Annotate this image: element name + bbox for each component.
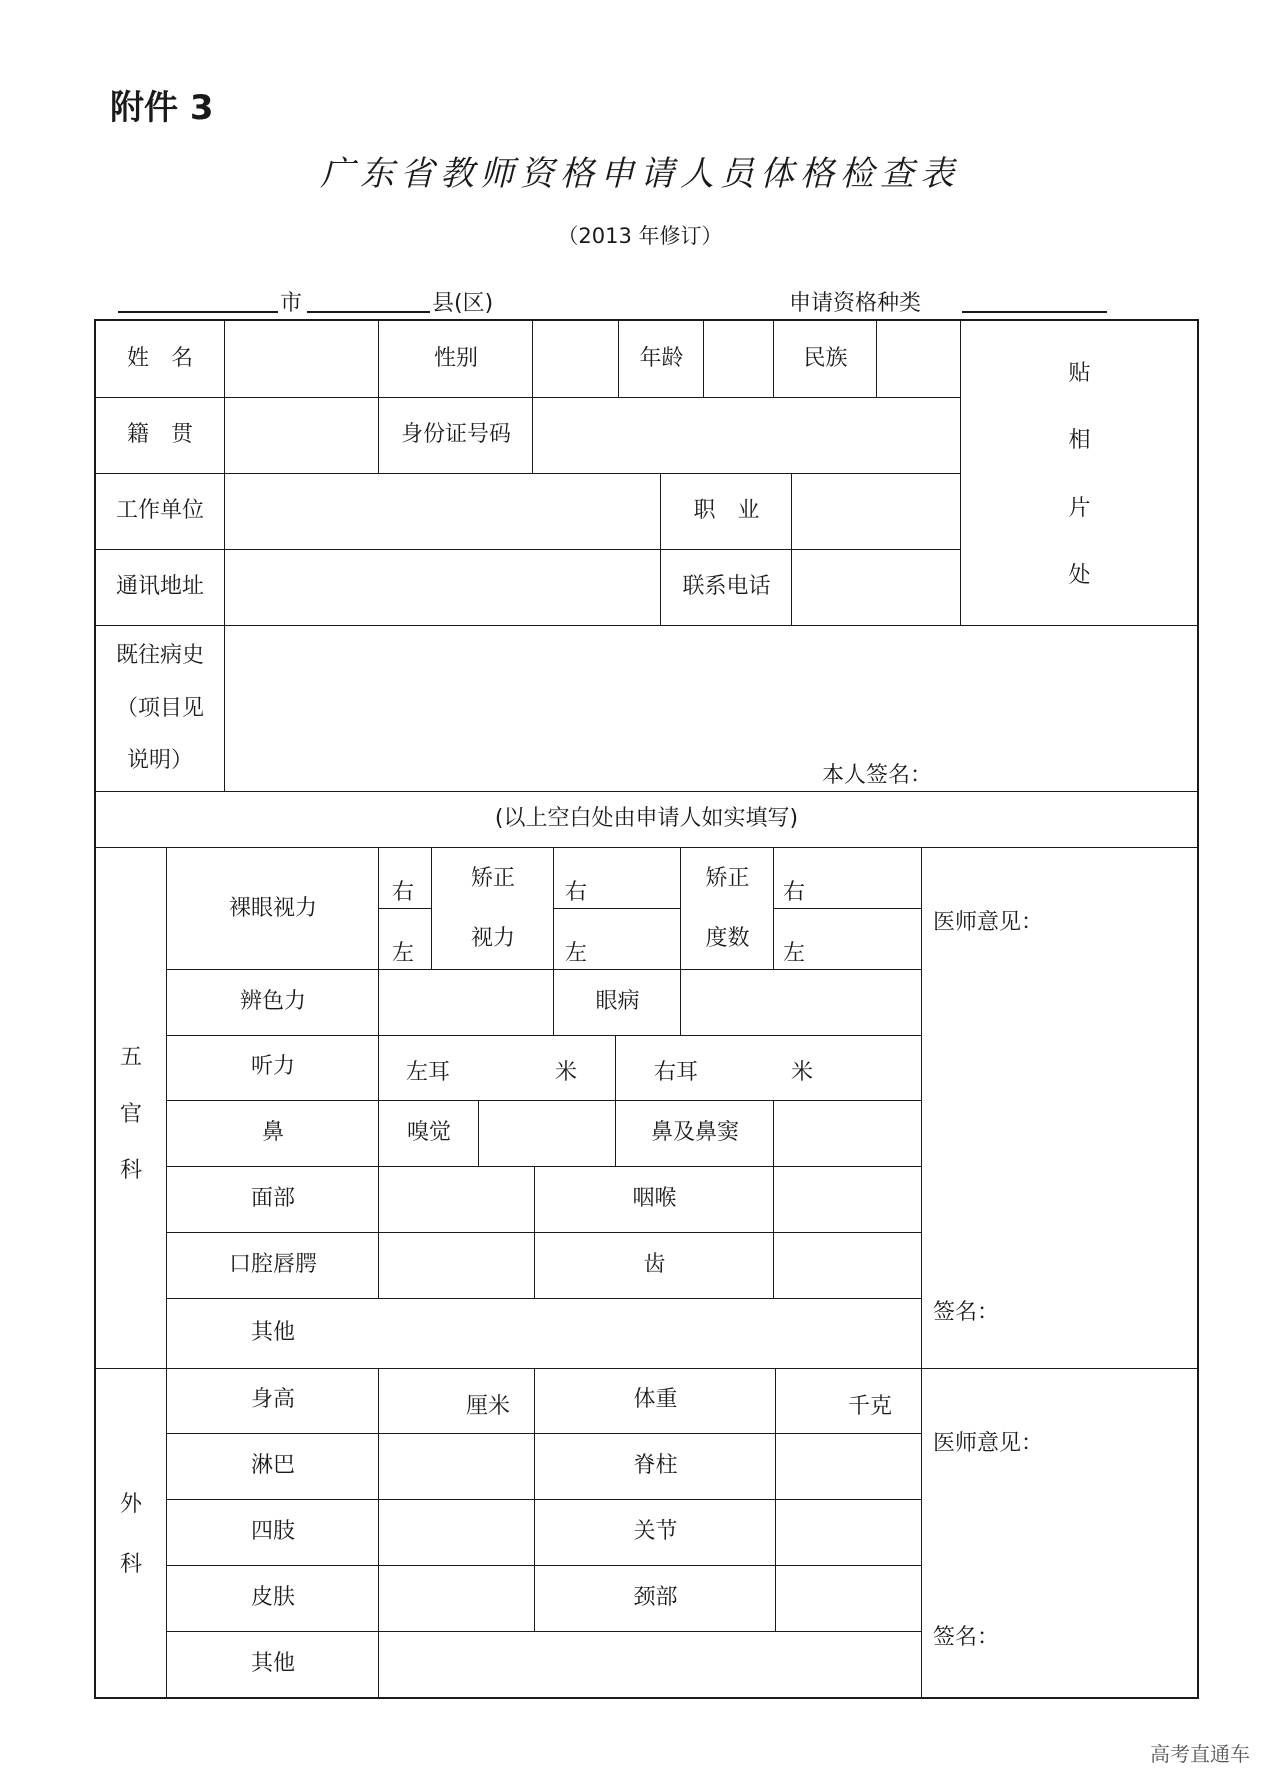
corrected-left-label: 左 <box>565 941 588 966</box>
face-label: 面部 <box>250 1185 295 1211</box>
right-ear-unit: 米 <box>791 1060 814 1085</box>
address-label: 通讯地址 <box>115 573 204 599</box>
history-label <box>96 630 224 788</box>
ethnicity-label: 民族 <box>803 345 848 371</box>
qual-type-label: 申请资格种类 <box>789 291 922 316</box>
left-ear-unit: 米 <box>555 1060 578 1085</box>
photo-char-1: 贴 <box>1068 360 1091 386</box>
city-blank[interactable] <box>118 311 278 313</box>
sinus-label: 鼻及鼻窦 <box>650 1119 739 1145</box>
corrected-vision-label-1: 矫正 <box>470 865 515 891</box>
degree-left-label: 左 <box>783 941 806 966</box>
spine-label: 脊柱 <box>633 1452 678 1478</box>
native-place-field[interactable] <box>226 397 378 473</box>
county-blank[interactable] <box>307 311 430 313</box>
age-label: 年龄 <box>639 345 684 371</box>
hearing-label: 听力 <box>250 1054 295 1080</box>
city-label: 市 <box>280 291 303 316</box>
id-number-label: 身份证号码 <box>400 421 511 447</box>
color-vision-label: 辨色力 <box>239 988 306 1014</box>
surgery-opinion-label: 医师意见： <box>933 1431 1044 1456</box>
qual-type-blank[interactable] <box>962 311 1107 313</box>
history-line-2: （项目见 <box>115 695 204 721</box>
limbs-label: 四肢 <box>250 1518 295 1544</box>
naked-left-label: 左 <box>392 941 415 966</box>
county-label: 县(区) <box>432 291 494 316</box>
smell-label: 嗅觉 <box>406 1119 451 1145</box>
height-unit: 厘米 <box>466 1394 511 1419</box>
fill-note: (以上空白处由申请人如实填写) <box>494 805 799 831</box>
eye-disease-label: 眼病 <box>595 988 640 1014</box>
id-number-field[interactable] <box>534 397 960 473</box>
nose-label: 鼻 <box>261 1119 284 1145</box>
mouth-label: 口腔唇腭 <box>228 1251 317 1277</box>
eent-other-label: 其他 <box>250 1319 295 1345</box>
eent-other-field[interactable] <box>380 1298 921 1368</box>
joints-label: 关节 <box>633 1518 678 1544</box>
gender-label: 性别 <box>433 345 478 371</box>
weight-unit: 千克 <box>848 1394 893 1419</box>
left-ear-label: 左耳 <box>406 1060 451 1085</box>
gender-field[interactable] <box>534 321 618 397</box>
address-field[interactable] <box>226 549 660 625</box>
workplace-label: 工作单位 <box>115 497 204 523</box>
eent-sign-label: 签名： <box>933 1300 1000 1325</box>
right-ear-label: 右耳 <box>654 1060 699 1085</box>
occupation-label: 职 业 <box>693 497 760 523</box>
workplace-field[interactable] <box>226 473 660 549</box>
throat-label: 咽喉 <box>632 1185 677 1211</box>
self-signature-label: 本人签名： <box>822 763 933 788</box>
surgery-dept-char-1: 外 <box>119 1491 142 1517</box>
photo-char-3: 片 <box>1068 495 1091 521</box>
weight-label: 体重 <box>633 1387 678 1413</box>
footer-watermark: 高考直通车 <box>1150 1742 1250 1766</box>
skin-label: 皮肤 <box>250 1584 295 1610</box>
history-line-1: 既往病史 <box>115 643 204 669</box>
height-label: 身高 <box>250 1387 295 1413</box>
degree-label-1: 矫正 <box>705 865 750 891</box>
phone-label: 联系电话 <box>682 573 771 599</box>
age-field[interactable] <box>705 321 773 397</box>
corrected-right-label: 右 <box>565 880 588 905</box>
occupation-field[interactable] <box>793 473 960 549</box>
teeth-label: 齿 <box>643 1251 666 1277</box>
eent-opinion-label: 医师意见： <box>933 910 1044 935</box>
history-line-3: 说明） <box>126 748 193 774</box>
photo-char-4: 处 <box>1068 563 1091 589</box>
photo-char-2: 相 <box>1068 428 1091 454</box>
surgery-sign-label: 签名： <box>933 1625 1000 1650</box>
attachment-label: 附件 3 <box>110 88 214 128</box>
naked-right-label: 右 <box>392 880 415 905</box>
neck-label: 颈部 <box>633 1584 678 1610</box>
lymph-label: 淋巴 <box>250 1452 295 1478</box>
eent-dept-char-3: 科 <box>119 1158 142 1184</box>
surgery-other-label: 其他 <box>250 1650 295 1676</box>
phone-field[interactable] <box>793 549 960 625</box>
surgery-dept-char-2: 科 <box>119 1551 142 1577</box>
form-title: 广东省教师资格申请人员体格检查表 <box>320 154 960 194</box>
naked-vision-label: 裸眼视力 <box>228 895 317 921</box>
corrected-vision-label-2: 视力 <box>470 926 515 952</box>
surgery-dept-label <box>96 1475 166 1595</box>
ethnicity-field[interactable] <box>878 321 960 397</box>
eent-dept-label <box>96 1030 166 1200</box>
native-place-label: 籍 贯 <box>126 421 193 447</box>
eent-dept-char-1: 五 <box>119 1045 142 1071</box>
history-field[interactable] <box>226 627 1197 791</box>
eent-dept-char-2: 官 <box>119 1101 142 1127</box>
degree-right-label: 右 <box>783 880 806 905</box>
name-field[interactable] <box>226 321 378 397</box>
degree-label-2: 度数 <box>705 926 750 952</box>
name-label: 姓 名 <box>126 345 193 371</box>
form-subtitle: （2013 年修订） <box>557 224 723 248</box>
photo-area <box>962 340 1197 610</box>
surgery-other-field[interactable] <box>380 1631 921 1697</box>
